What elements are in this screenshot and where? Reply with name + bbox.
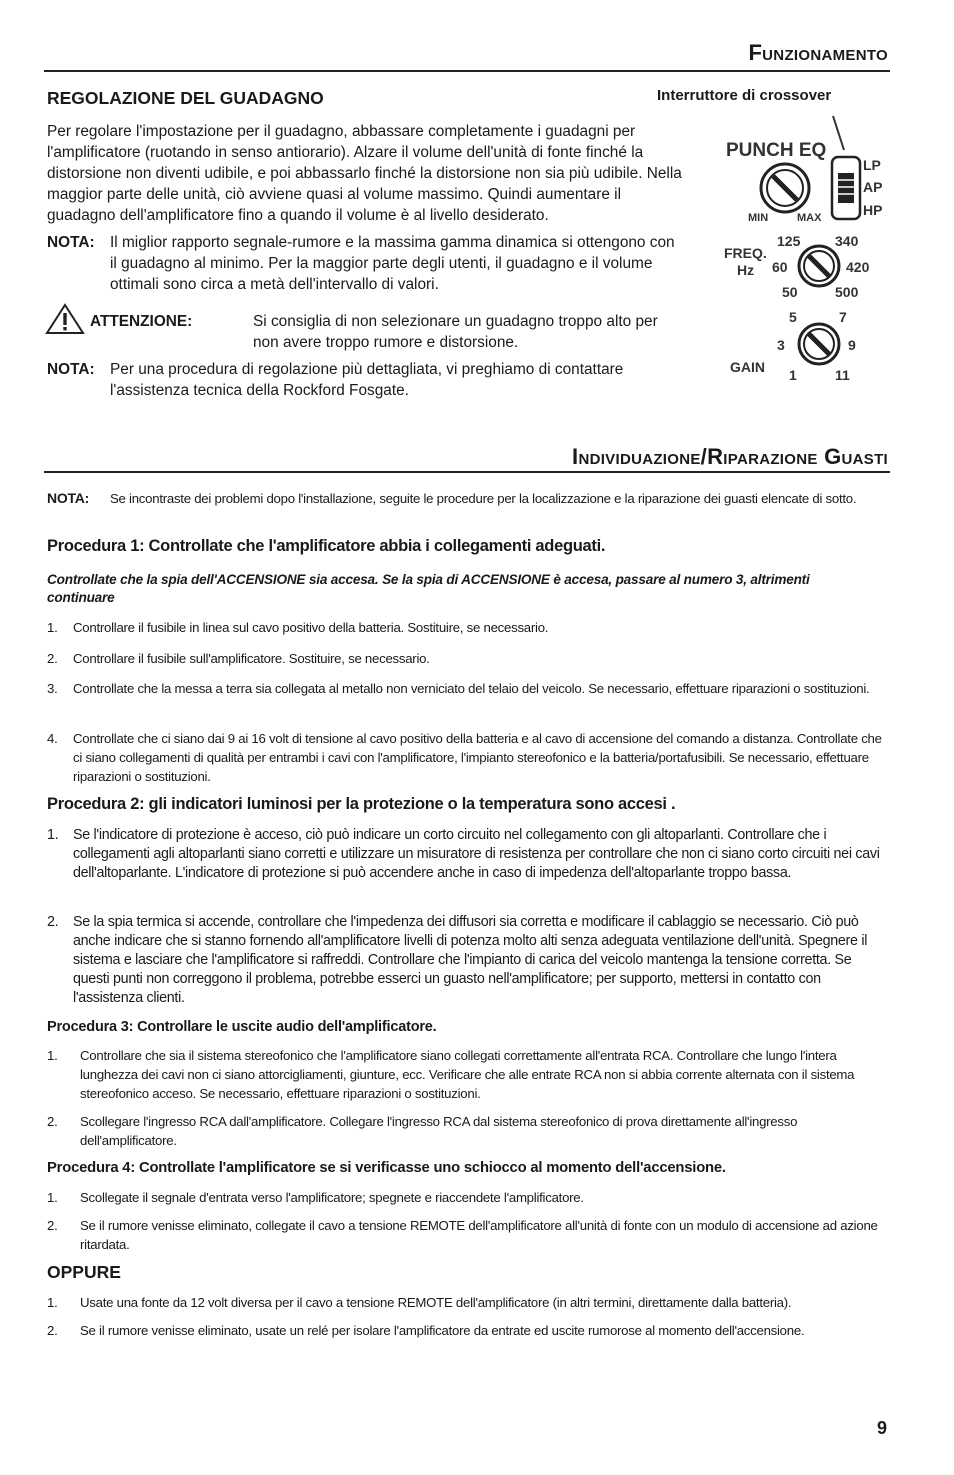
list-number: 1. — [47, 1048, 58, 1063]
freq-tick-60: 60 — [772, 259, 788, 275]
proc1-intro: Controllate che la spia dell'ACCENSIONE sia accesa. Se la spia di ACCENSIONE è accesa, passare al numero 3, altrimenti continuare — [47, 572, 810, 605]
note-text: Se incontraste dei problemi dopo l'installazione, seguite le procedure per la localizzazione e la riparazione dei guasti elencate di sotto. — [110, 491, 857, 506]
note-text: Il miglior rapporto segnale-rumore e la massima gamma dinamica si ottengono con il guadagno al minimo. Per la maggior parte degli utenti, il guadagno e il volume ottimali sono circa a metà dell'intervallo di valori. — [110, 234, 675, 293]
gain-paragraph: Per regolare l'impostazione per il guadagno, abbassare completamente i guadagni per l'amplificatore (ruotando in senso antiorario). Alzare il volume dell'unità di fonte finché la distorsione non diventi udibile, e poi abbassarlo finché la distorsione non sia più udibile. Nella maggior parte delle unità, ciò avviene quasi al volume massimo. Quindi aumentare il guadagno dell'amplificatore fino a quando il volume è al livello desiderato. — [47, 123, 682, 224]
oppure-heading: OPPURE — [47, 1262, 121, 1282]
gain-knob — [799, 324, 839, 364]
proc3-title: Procedura 3: Controllare le uscite audio dell'amplificatore. — [47, 1019, 437, 1035]
list-text: Se il rumore venisse eliminato, collegate il cavo a tensione REMOTE dell'amplificatore all'unità di fonte con un modulo di accensione ad azione ritardata. — [80, 1218, 878, 1252]
gain-tick-5: 5 — [789, 309, 797, 325]
list-text: Se il rumore venisse eliminato, usate un relé per isolare l'amplificatore da entrate ed uscite rumorose al momento dell'accensione. — [80, 1323, 805, 1338]
list-number: 2. — [47, 1323, 58, 1338]
freq-tick-420: 420 — [846, 259, 870, 275]
list-number: 2. — [47, 1218, 58, 1233]
list-text: Controllare il fusibile in linea sul cavo positivo della batteria. Sostituire, se necessario. — [73, 620, 549, 635]
freq-tick-500: 500 — [835, 284, 859, 300]
list-number: 1. — [47, 1295, 58, 1310]
list-text: Se la spia termica si accende, controllare che l'impedenza dei diffusori sia corretta e modificare il cablaggio se necessario. Ciò può anche indicare che si stanno fornendo all'amplificatore livelli di potenza molto alti senza adeguata ventilazione dell'unità. Spegnere il sistema e lasciare che l'amplificatore si raffreddi. Controllare che l'impianto di carica del veicolo mantenga la tensione corretta. Se questi punti non correggono il problema, potrebbe esserci un guasto nell'amplificatore; per supporto, mettersi in contatto con l'assistenza clienti. — [73, 914, 868, 1006]
list-number: 3. — [47, 681, 58, 696]
section-title-troubleshooting: Individuazione/Riparazione Guasti — [572, 444, 888, 469]
punch-eq-label: PUNCH EQ — [726, 140, 827, 161]
lp-label: LP — [863, 157, 881, 173]
list-number: 1. — [47, 827, 59, 843]
freq-knob — [799, 246, 839, 286]
min-label: MIN — [748, 212, 769, 224]
gain-tick-1: 1 — [789, 367, 797, 383]
gain-heading: REGOLAZIONE DEL GUADAGNO — [47, 88, 324, 108]
warning-label: ATTENZIONE: — [90, 313, 193, 330]
list-number: 4. — [47, 731, 58, 746]
note-text: Per una procedura di regolazione più dettagliata, vi preghiamo di contattare l'assistenza tecnica della Rockford Fosgate. — [110, 361, 624, 399]
warning-icon — [45, 303, 85, 341]
list-text: Controllate che la messa a terra sia collegata al metallo non verniciato del telaio del veicolo. Se necessario, effettuare riparazioni o sostituzioni. — [73, 681, 870, 696]
list-text: Controllare il fusibile sull'amplificatore. Sostituire, se necessario. — [73, 651, 430, 666]
freq-tick-50: 50 — [782, 284, 798, 300]
max-label: MAX — [797, 212, 822, 224]
punch-eq-knob — [761, 164, 809, 212]
freq-label: FREQ. — [724, 245, 767, 261]
list-number: 2. — [47, 651, 58, 666]
freq-tick-125: 125 — [777, 233, 801, 249]
list-text: Controllate che ci siano dai 9 ai 16 volt di tensione al cavo positivo della batteria e al cavo di accensione del comando a distanza. Controllate che ci siano collegamenti di qualità per entrambi i cavi con l'amplificatore, l'impianto stereofonico e la batteria/portafusibili. Se necessario, effettuare riparazioni o sostituzioni. — [73, 731, 882, 784]
gain-tick-3: 3 — [777, 337, 785, 353]
section-rule-top — [44, 70, 890, 72]
list-number: 2. — [47, 914, 59, 930]
proc1-title: Procedura 1: Controllate che l'amplificatore abbia i collegamenti adeguati. — [47, 537, 606, 555]
section-rule-troubleshoot — [44, 471, 890, 473]
list-text: Scollegare l'ingresso RCA dall'amplificatore. Collegare l'ingresso RCA dal sistema stereofonico di prova direttamente all'ingresso dell'amplificatore. — [80, 1114, 798, 1148]
hz-label: Hz — [737, 262, 755, 278]
crossover-caption: Interruttore di crossover — [657, 87, 832, 104]
note-label: NOTA: — [47, 490, 90, 506]
page-number: 9 — [876, 1418, 887, 1438]
note-label: NOTA: — [47, 361, 95, 378]
list-number: 1. — [47, 1190, 58, 1205]
freq-tick-340: 340 — [835, 233, 859, 249]
crossover-switch — [832, 157, 860, 219]
gain-tick-11: 11 — [835, 367, 850, 383]
proc2-title: Procedura 2: gli indicatori luminosi per la protezione o la temperatura sono accesi . — [47, 795, 676, 813]
list-text: Se l'indicatore di protezione è acceso, ciò può indicare un corto circuito nel collegamento con gli altoparlanti. Controllare che i collegamenti agli altoparlanti siano corretti e utilizzare un misuratore di resistenza per controllare che non ci siano corto circuiti nei cavi dell'altoparlante. L'indicatore di protezione si può accendere anche in caso di impedenza dell'altoparlante troppo bassa. — [73, 827, 880, 881]
hp-label: HP — [863, 202, 883, 218]
gain-tick-9: 9 — [848, 337, 856, 353]
list-text: Controllare che sia il sistema stereofonico che l'amplificatore siano collegati correttamente all'entrata RCA. Controllare che lungo l'intera lunghezza dei cavi non ci siano attorcigliamenti, giunture, ecc. Verificare che alle entrate RCA non si abbia corrente alternata con il sistema stereofonico acceso. Se necessario, effettuare riparazioni o sostituzioni. — [80, 1048, 855, 1101]
gain-tick-7: 7 — [839, 309, 847, 325]
list-number: 1. — [47, 620, 58, 635]
ap-label: AP — [863, 179, 883, 195]
list-text: Usate una fonte da 12 volt diversa per il cavo a tensione REMOTE dell'amplificatore (in altri termini, direttamente dalla batteria). — [80, 1295, 792, 1310]
note-label: NOTA: — [47, 234, 95, 251]
section-title-funzionamento: Funzionamento — [748, 40, 888, 65]
list-number: 2. — [47, 1114, 58, 1129]
proc4-title: Procedura 4: Controllate l'amplificatore se si verificasse uno schiocco al momento dell'accensione. — [47, 1160, 726, 1176]
warning-text: Si consiglia di non selezionare un guadagno troppo alto per non avere troppo rumore e distorsione. — [253, 313, 658, 351]
amp-controls-diagram — [715, 112, 895, 392]
gain-label: GAIN — [730, 359, 765, 375]
list-text: Scollegate il segnale d'entrata verso l'amplificatore; spegnete e riaccendete l'amplificatore. — [80, 1190, 584, 1205]
